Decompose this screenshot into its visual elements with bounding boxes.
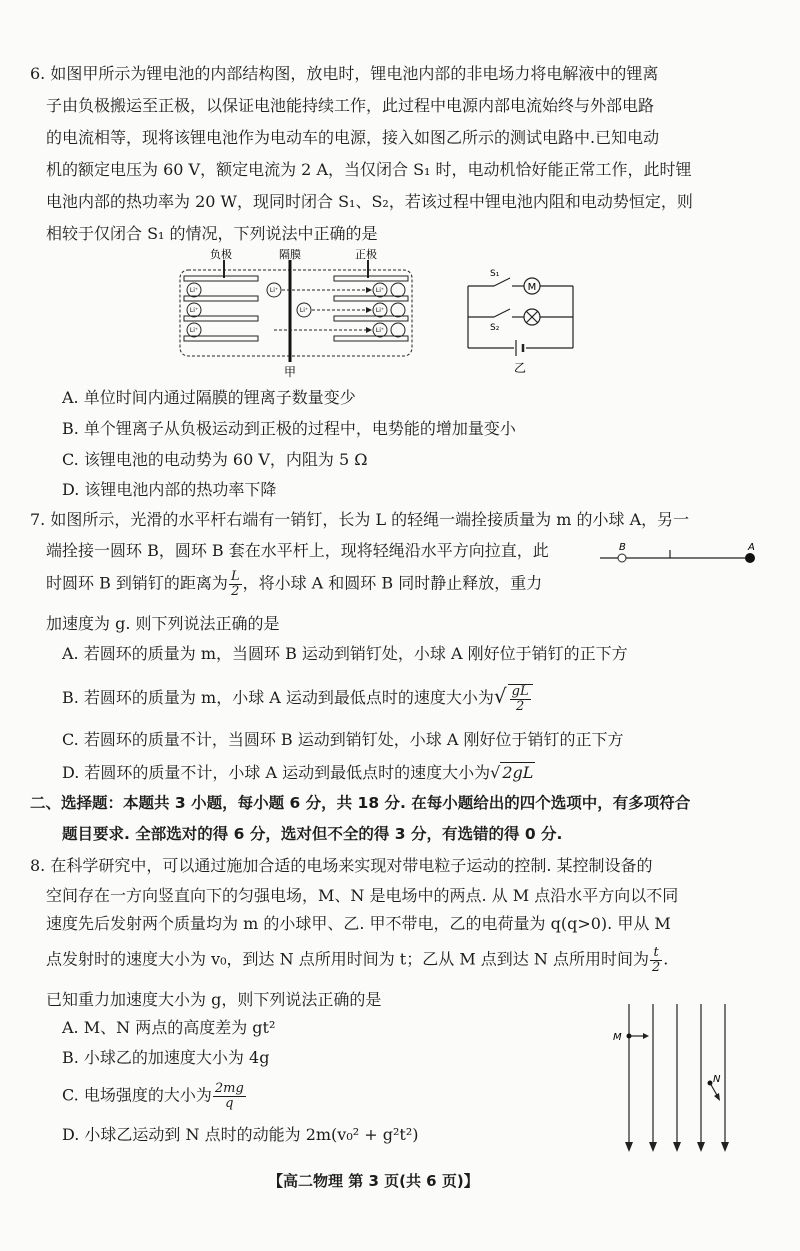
q7-option-d: D. 若圆环的质量不计，小球 A 运动到最低点时的速度大小为√ 2gL (62, 763, 534, 782)
positive-label: 正极 (355, 248, 377, 261)
q7-line-2: 端拴接一圆环 B，圆环 B 套在水平杆上，现将轻绳沿水平方向拉直，此 (46, 541, 549, 560)
q7-option-b: B. 若圆环的质量为 m，小球 A 运动到最低点时的速度大小为√ $\frac{gL}{2}$ (62, 684, 534, 713)
q6-figure-battery (176, 244, 416, 379)
q8-option-d: D. 小球乙运动到 N 点时的动能为 2m(v₀² + g²t²) (62, 1125, 419, 1144)
li-ion-5: Li⁺ (299, 307, 309, 314)
point-m-label: M (613, 1032, 622, 1043)
caption-yi: 乙 (513, 361, 527, 375)
q7-figure-rod (600, 538, 760, 570)
q6-line-3: 的电流相等，现将该锂电池作为电动车的电源，接入如图乙所示的测试电路中.已知电动 (46, 128, 660, 147)
point-n-label: N (713, 1074, 721, 1085)
q6-line-1: 6. 如图甲所示为锂电池的内部结构图，放电时，锂电池内部的非电场力将电解液中的锂离 (30, 64, 659, 83)
q6-option-c: C. 该锂电池的电动势为 60 V，内阻为 5 Ω (62, 450, 368, 469)
q6-figure-circuit (460, 262, 585, 377)
q8-figure-field (605, 1000, 755, 1160)
q7-option-c: C. 若圆环的质量不计，当圆环 B 运动到销钉处，小球 A 刚好位于销钉的正下方 (62, 730, 624, 749)
li-ion-2: Li⁺ (189, 307, 199, 314)
q6-line-4: 机的额定电压为 60 V，额定电流为 2 A，当仅闭合 S₁ 时，电动机恰好能正常工作，此时锂 (46, 160, 692, 179)
page-footer: 【高二物理 第 3 页(共 6 页)】 (268, 1172, 479, 1190)
li-ion-6: Li⁺ (375, 287, 385, 294)
li-ion-1: Li⁺ (189, 287, 199, 294)
q8-option-a: A. M、N 两点的高度差为 gt² (62, 1018, 276, 1037)
q6-line-2: 子由负极搬运至正极，以保证电池能持续工作，此过程中电源内部电流始终与外部电路 (46, 96, 655, 115)
q7-option-a: A. 若圆环的质量为 m，当圆环 B 运动到销钉处，小球 A 刚好位于销钉的正下方 (62, 644, 628, 663)
motor-label: M (527, 282, 537, 293)
q6-line-5: 电池内部的热功率为 20 W，现同时闭合 S₁、S₂，若该过程中锂电池内阻和电动势恒定，则 (46, 192, 693, 211)
q8-line-1: 8. 在科学研究中，可以通过施加合适的电场来实现对带电粒子运动的控制. 某控制设备的 (30, 856, 653, 875)
q6-line-6: 相较于仅闭合 S₁ 的情况，下列说法中正确的是 (46, 224, 378, 243)
label-ring-b: B (619, 542, 626, 553)
caption-jia: 甲 (283, 365, 297, 379)
section-2-line-1: 二、选择题：本题共 3 小题，每小题 6 分，共 18 分. 在每小题给出的四个选项中，有多项符合 (30, 794, 691, 812)
li-ion-3: Li⁺ (189, 327, 199, 334)
switch-s1-label: S₁ (490, 269, 500, 279)
q7-line-1: 7. 如图所示，光滑的水平杆右端有一销钉，长为 L 的轻绳一端拴接质量为 m 的小球 A，另一 (30, 510, 690, 529)
q6-option-d: D. 该锂电池内部的热功率下降 (62, 480, 277, 499)
li-ion-7: Li⁺ (375, 307, 385, 314)
q8-line-2: 空间存在一方向竖直向下的匀强电场，M、N 是电场中的两点. 从 M 点沿水平方向以不同 (46, 886, 679, 905)
li-ion-4: Li⁺ (269, 287, 279, 294)
q6-option-a: A. 单位时间内通过隔膜的锂离子数量变少 (62, 388, 356, 407)
label-ball-a: A (748, 542, 755, 553)
switch-s2-label: S₂ (490, 323, 500, 333)
q7-line-4: 加速度为 g. 则下列说法正确的是 (46, 614, 280, 633)
fraction-l-over-2: $\frac{L}{2}$ (230, 569, 240, 599)
q8-line-3: 速度先后发射两个质量均为 m 的小球甲、乙. 甲不带电，乙的电荷量为 q(q>0). 甲从 M (46, 914, 671, 933)
section-2-line-2: 题目要求. 全部选对的得 6 分，选对但不全的得 3 分，有选错的得 0 分. (62, 825, 563, 843)
q6-option-b: B. 单个锂离子从负极运动到正极的过程中，电势能的增加量变小 (62, 419, 516, 438)
li-ion-8: Li⁺ (375, 327, 385, 334)
q8-option-c: C. 电场强度的大小为 $\frac{2mg}{q}$ (62, 1081, 244, 1111)
q8-line-4: 点发射时的速度大小为 v₀，到达 N 点所用时间为 t；乙从 M 点到达 N 点所用时间为 $\frac{t}{2}$ . (46, 945, 669, 975)
q8-option-b: B. 小球乙的加速度大小为 4g (62, 1048, 270, 1067)
q7-line-3: 时圆环 B 到销钉的距离为 $\frac{L}{2}$ ，将小球 A 和圆环 B 同时静止释放，重力 (46, 569, 543, 599)
separator-label: 隔膜 (279, 248, 301, 261)
q8-line-5: 已知重力加速度大小为 g，则下列说法正确的是 (46, 990, 382, 1009)
negative-label: 负极 (210, 248, 232, 261)
